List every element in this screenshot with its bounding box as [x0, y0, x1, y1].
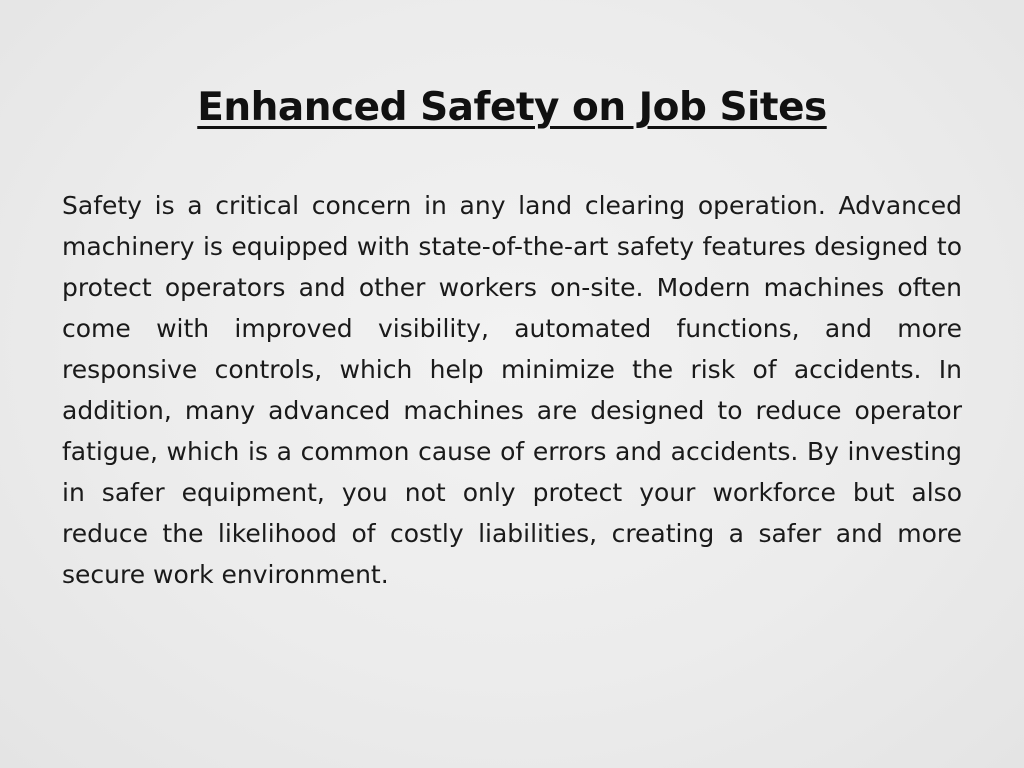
slide-body-paragraph: Safety is a critical concern in any land clearing operation. Advanced machinery is equipped with state-of-the-art safety features designed to protect operators and other workers on-site. Modern machines often come with improved visibility, automated functions, and more responsive controls, which help minimize the risk of accidents. In addition, many advanced machines are designed to reduce operator fatigue, which is a common cause of errors and accidents. By investing in safer equipment, you not only protect your workforce but also reduce the likelihood of costly liabilities, creating a safer and more secure work environment.: [62, 191, 962, 589]
slide-title: Enhanced Safety on Job Sites: [197, 85, 827, 130]
